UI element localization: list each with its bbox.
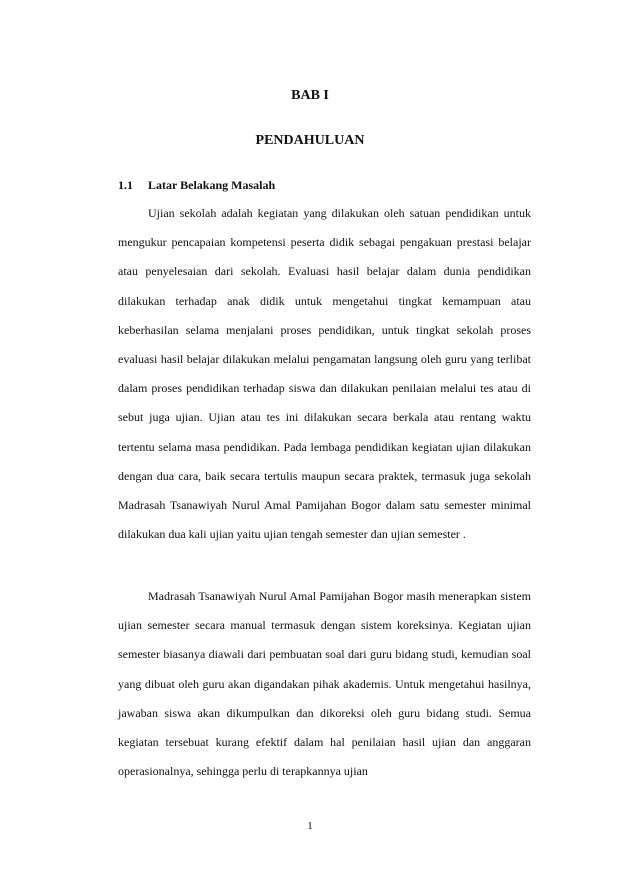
chapter-heading: BAB I — [291, 88, 329, 103]
body-paragraph: Ujian sekolah adalah kegiatan yang dilakukan oleh satuan pendidikan untuk mengukur pencapaian kompetensi peserta didik sebagai pengakuan prestasi belajar atau penyelesaian dari sekolah. Evaluasi hasil belajar dalam dunia pendidikan dilakukan terhadap anak didik untuk mengetahui tingkat kemampuan atau keberhasilan selama menjalani proses pendidikan, untuk tingkat sekolah proses evaluasi hasil belajar dilakukan melalui pengamatan langsung oleh guru yang terlibat dalam proses pendidikan terhadap siswa dan dilakukan penilaian melalui tes atau di sebut juga ujian. Ujian atau tes ini dilakukan secara berkala atau rentang waktu tertentu selama masa pendidikan. Pada lembaga pendidikan kegiatan ujian dilakukan dengan dua cara, baik secara tertulis maupun secara praktek, termasuk juga sekolah Madrasah Tsanawiyah Nurul Amal Pamijahan Bogor dalam satu semester minimal dilakukan dua kali ujian yaitu ujian tengah semester dan ujian semester . — [118, 206, 531, 542]
body-paragraph: Madrasah Tsanawiyah Nurul Amal Pamijahan Bogor masih menerapkan sistem ujian semester secara manual termasuk dengan sistem koreksinya. Kegiatan ujian semester biasanya diawali dari pembuatan soal dari guru bidang studi, kemudian soal yang dibuat oleh guru akan digandakan pihak akademis. Untuk mengetahui hasilnya, jawaban siswa akan dikumpulkan dan dikoreksi oleh guru bidang studi. Semua kegiatan tersebuat kurang efektif dalam hal penilaian hasil ujian dan anggaran operasionalnya, sehingga perlu di terapkannya ujian — [118, 589, 531, 779]
section-number: 1.1 — [118, 178, 133, 192]
section-title: Latar Belakang Masalah — [148, 178, 276, 192]
page-number: 1 — [307, 820, 313, 832]
section-heading — [118, 178, 275, 193]
chapter-title: PENDAHULUAN — [255, 133, 365, 148]
